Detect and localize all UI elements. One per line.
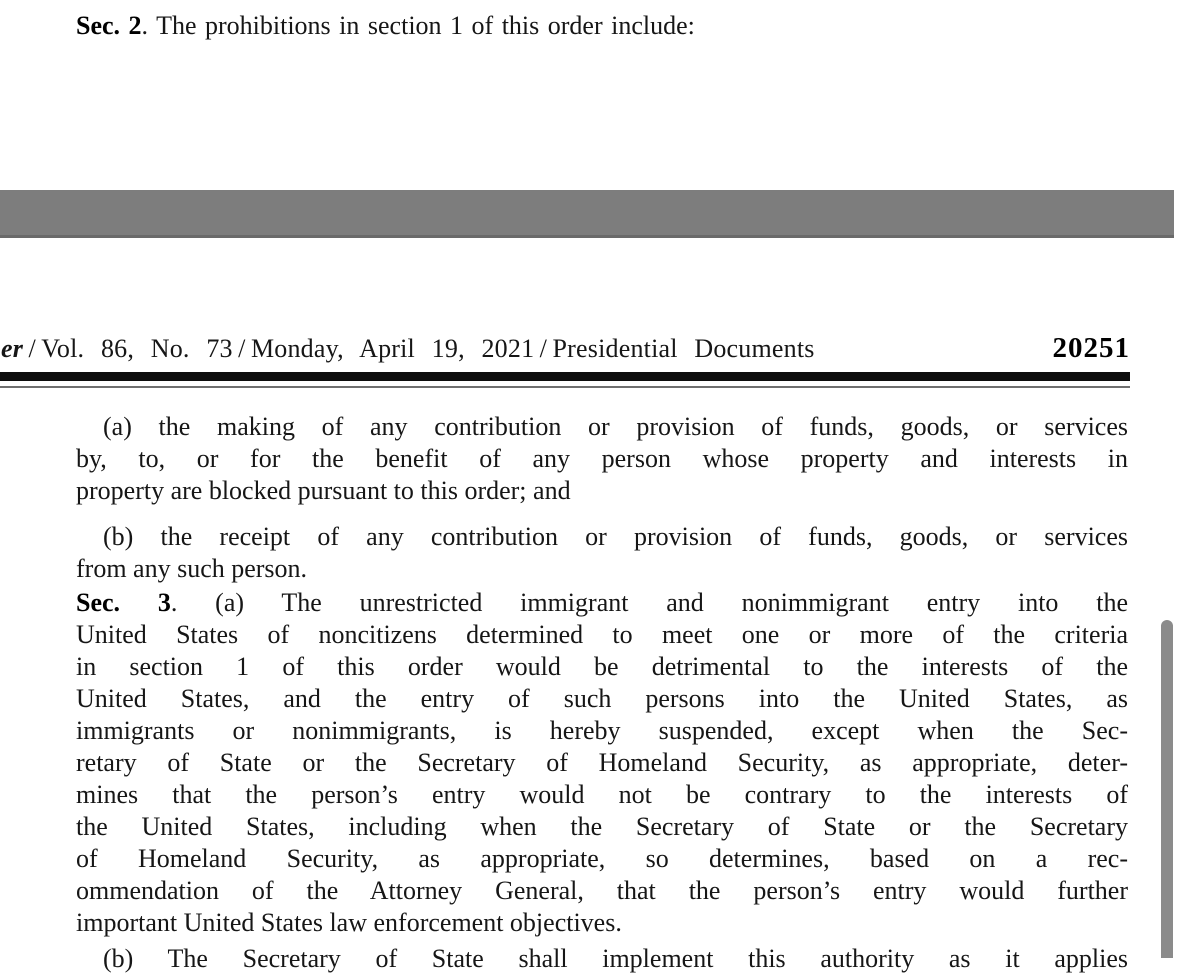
text-line: (b) The Secretary of State shall implement this authority as it applies (103, 944, 1128, 973)
header-rule-thin (0, 386, 1130, 388)
text-line: mines that the person’s entry would not be contrary to the interests of (76, 780, 1128, 809)
text-line: United States, and the entry of such persons into the United States, as (76, 684, 1128, 713)
journal-name-fragment: er (1, 334, 24, 363)
running-head (1, 333, 1130, 364)
text-line: from any such person. (76, 554, 308, 583)
paragraph-b (76, 521, 1128, 585)
paragraph-sec3 (76, 587, 1128, 939)
text-line: (b) the receipt of any contribution or provision of funds, goods, or services (103, 522, 1128, 551)
text-line: retary of State or the Secretary of Homeland Security, as appropriate, deter- (76, 748, 1128, 777)
text-line: immigrants or nonimmigrants, is hereby suspended, except when the Sec- (76, 716, 1128, 745)
page-separator-band (0, 190, 1174, 238)
text-line: important United States law enforcement objectives. (76, 908, 622, 937)
text-line: of Homeland Security, as appropriate, so determines, based on a rec- (76, 844, 1128, 873)
text-line: Sec. 3. (a) The unrestricted immigrant and nonimmigrant entry into the (76, 588, 1128, 617)
header-rule-thick (0, 372, 1130, 381)
section-label: Sec. 3 (76, 588, 171, 617)
document-body (76, 411, 1128, 975)
paragraph-b2 (76, 943, 1128, 975)
citation-text: / Vol. 86, No. 73 / Monday, April 19, 2021 / Presidential Documents (23, 334, 815, 363)
page-number: 20251 (1052, 332, 1130, 364)
text-line: United States of noncitizens determined to meet one or more of the criteria (76, 620, 1128, 649)
text-line: property are blocked pursuant to this order; and (76, 476, 571, 505)
scrollbar-thumb[interactable] (1161, 620, 1173, 958)
text-line: in section 1 of this order would be detrimental to the interests of the (76, 652, 1128, 681)
text-line: the United States, including when the Secretary of State or the Secretary (76, 812, 1128, 841)
previous-page-text-line (76, 10, 1130, 42)
text-line: by, to, or for the benefit of any person whose property and interests in (76, 444, 1128, 473)
section-label: Sec. 2 (76, 11, 142, 40)
paragraph-a (76, 411, 1128, 507)
text-line: (a) the making of any contribution or provision of funds, goods, or services (103, 412, 1128, 441)
section-text: . The prohibitions in section 1 of this order include: (141, 11, 695, 40)
running-head-citation-group (1, 334, 815, 364)
text-line: ommendation of the Attorney General, that the person’s entry would further (76, 876, 1128, 905)
